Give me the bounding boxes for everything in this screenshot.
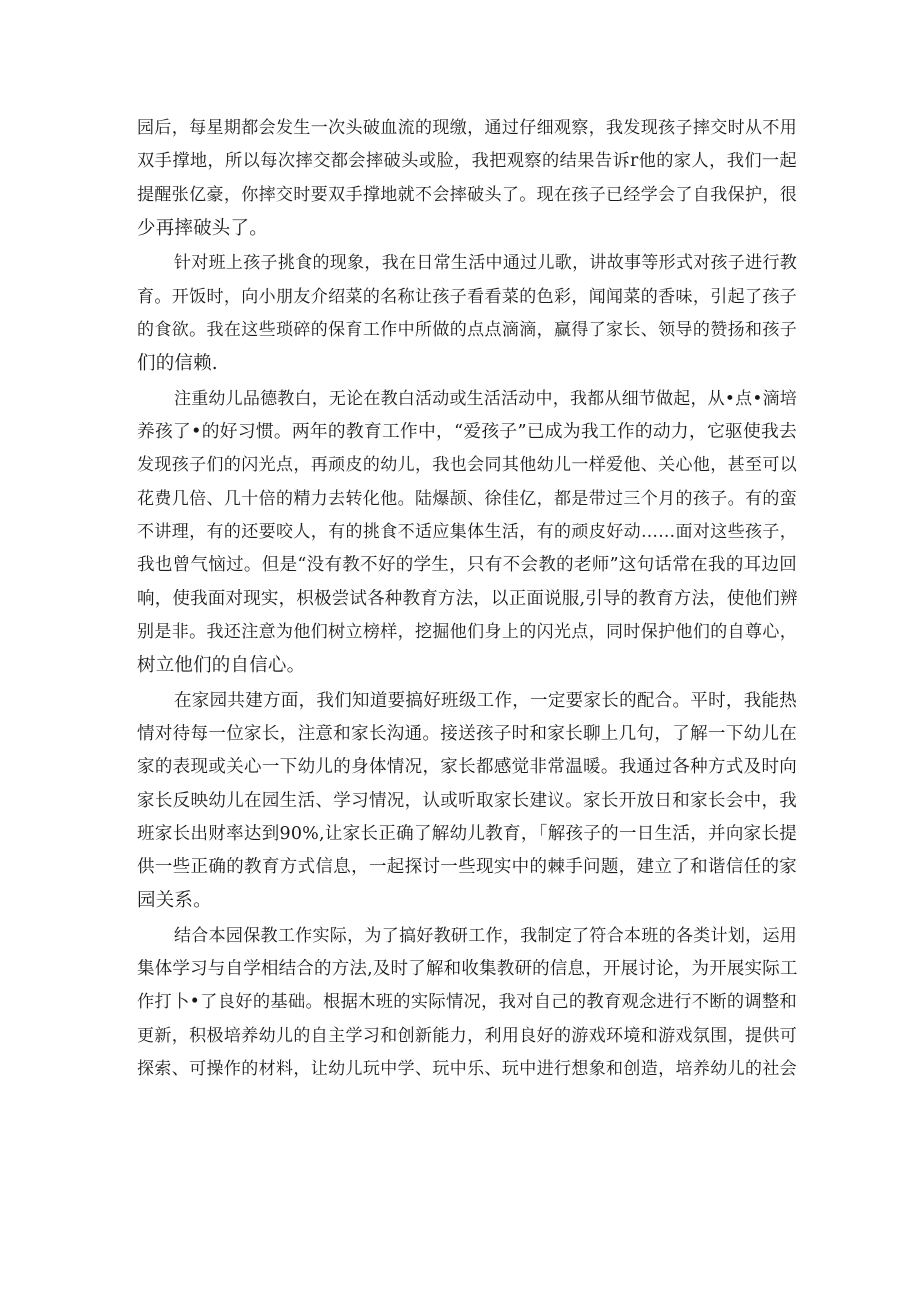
- text-line: 少再摔破头了。: [137, 217, 268, 239]
- text-line: 育。开饭时，向小朋友介绍菜的名称让孩子看看菜的色彩，闻闻菜的香味，引起了孩子: [137, 286, 797, 307]
- text-line: 班家长出财率达到90%,让家长正确了解幼儿教育，「解孩子的一日生活，并向家长提: [137, 823, 797, 844]
- text-line: 不讲理，有的还要咬人，有的挑食不适应集体生活，有的顽皮好动……面对这些孩子，: [137, 521, 797, 542]
- text-line: 养孩了•的好习惯。两年的教育工作中，“爱孩子”已成为我工作的动力，它驱使我去: [137, 422, 797, 443]
- text-line: 更新，积极培养幼儿的自主学习和创新能力，利用良好的游戏环境和游戏氛围，提供可: [137, 1025, 797, 1046]
- paragraph-4: [137, 685, 797, 918]
- text-line: 在家园共建方面，我们知道要搞好班级工作，一定要家长的配合。平时，我能热: [174, 690, 797, 711]
- text-line: 响，使我面对现实，枳极尝试各种教育方法，以正面说服,引导的教育方法，使他们辨: [137, 588, 798, 609]
- text-line: 花费几倍、几十倍的精力去转化他。陆爆颉、徐佳亿，都是带过三个月的孩子。有的蛮: [137, 488, 797, 509]
- paragraph-1: [137, 112, 797, 245]
- paragraph-3: [137, 383, 797, 683]
- text-line: 注重幼儿品德教白，无论在教白活动或生活活动中，我都从细节做起，从•点•滴培: [174, 388, 797, 409]
- text-line: 针对班上孩子挑食的现象，我在日常生活中通过儿歌，讲故事等形式对孩子进行教: [174, 253, 797, 274]
- text-line: 探索、可操作的材料，让幼儿玩中学、玩中乐、玩中进行想象和创造，培养幼儿的社会: [137, 1059, 797, 1080]
- text-line: 供一些正确的教育方式信息，一起探讨一些现实中的棘手问题，建立了和谐信任的家: [137, 857, 797, 878]
- text-line: 园关系。: [137, 890, 212, 912]
- document-page: [137, 112, 797, 1089]
- paragraph-5: [137, 920, 797, 1086]
- text-line: 家长反映幼儿在园生活、学习情况，认或听取家长建议。家长开放日和家长会中，我: [137, 790, 797, 811]
- text-line: 提醒张亿豪，你摔交时要双手撑地就不会摔破头了。现在孩子已经学会了自我保护，很: [137, 184, 797, 205]
- text-line: 的食欲。我在这些琐碎的保育工作中所做的点点滴滴，赢得了家长、领导的赞扬和孩子: [137, 319, 797, 340]
- text-line: 我也曾气恼过。但是“没有教不好的学生，只有不会教的老师”这句话常在我的耳边回: [137, 555, 797, 576]
- paragraph-2: [137, 247, 797, 380]
- text-line: 园后，每星期都会发生一次头破血流的现缴，通过仔细观察，我发现孩子摔交时从不用: [137, 118, 797, 138]
- text-line: 家的表现或关心一下幼儿的身体情况，家长都感觉非常温暖。我通过各种方式及时向: [137, 757, 797, 778]
- text-line: 作打卜•了良好的基础。根据木班的实际情况，我对自己的教育观念进行不断的调整和: [137, 992, 797, 1013]
- text-line: 树立他们的自信心。: [137, 655, 306, 677]
- text-line: 集体学习与自学相结合的方法,及时了解和收集教研的信息，开展讨论，为开展实际工: [137, 959, 798, 980]
- text-line: 发现孩子们的闪光点，再顽皮的幼儿，我也会同其他幼儿一样爱他、关心他，甚至可以: [137, 455, 797, 476]
- text-line: 们的信赖.: [137, 353, 218, 375]
- text-line: 结合本园保教工作实际，为了搞好教研工作，我制定了符合本班的各类计划，运用: [174, 925, 797, 946]
- text-line: 双手撑地，所以每次摔交都会摔破头或脸，我把观察的结果告诉r他的家人，我们一起: [137, 151, 797, 172]
- text-line: 情对待每一位家长，注意和家长沟通。接送孩子时和家长聊上几句，了解一下幼儿在: [137, 723, 797, 744]
- text-line: 别是非。我还注意为他们树立榜样，挖掘他们身上的闪光点，同时保护他们的自尊心，: [137, 621, 797, 642]
